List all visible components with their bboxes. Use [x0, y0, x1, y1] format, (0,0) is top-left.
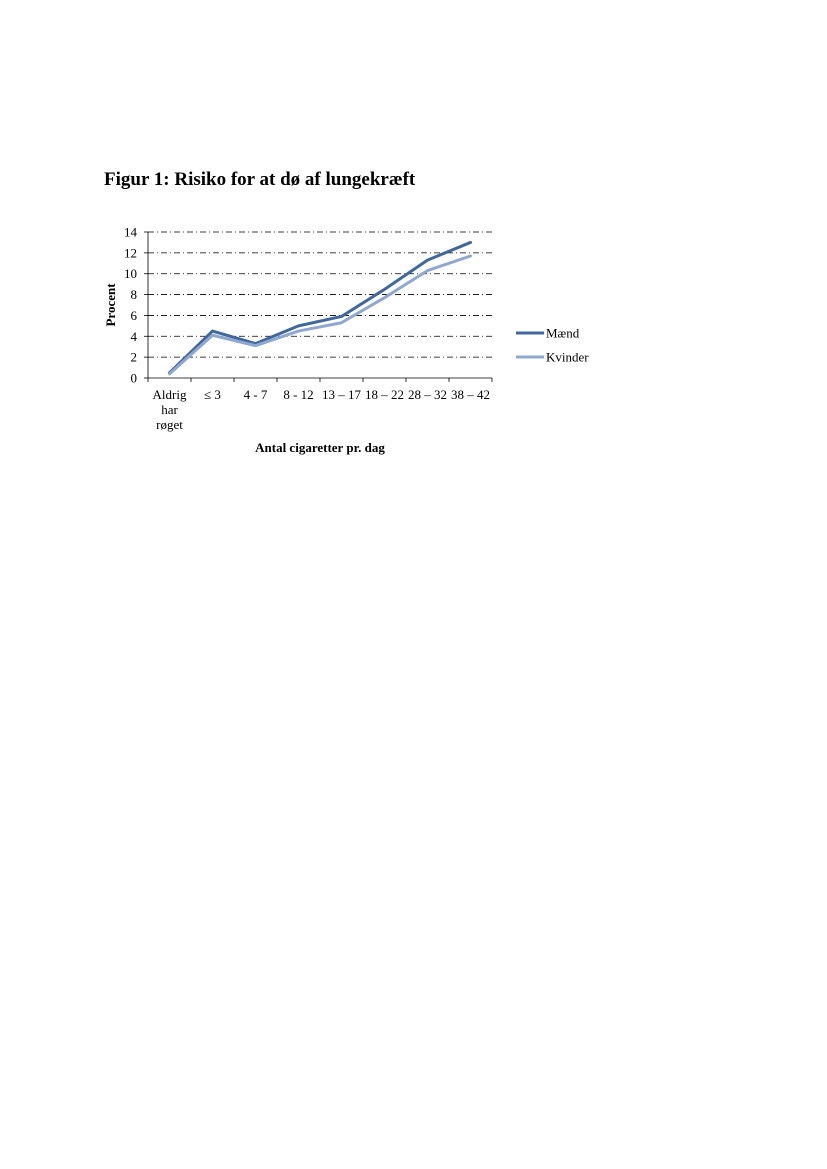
x-category-label: [365, 387, 404, 402]
x-axis-title: Antal cigaretter pr. dag: [255, 440, 385, 455]
x-category-label: [408, 387, 447, 402]
legend-label-1: Kvinder: [546, 349, 589, 365]
y-tick-label: 6: [130, 307, 137, 323]
x-category-label: [204, 387, 221, 402]
y-tick-label: 4: [130, 328, 137, 344]
x-category-label-line: har: [161, 402, 178, 417]
series-line-0: [170, 242, 471, 372]
x-category-label: [322, 387, 362, 402]
y-tick-labels: [124, 225, 138, 386]
x-category-label-line: Aldrig: [152, 387, 187, 402]
figure-title: Figur 1: Risiko for at dø af lungekræft: [104, 169, 416, 190]
series-lines: [170, 242, 471, 373]
x-category-label-line: røget: [156, 417, 183, 432]
legend-label-0: Mænd: [546, 325, 580, 341]
x-category-label-line: 18 – 22: [365, 387, 404, 402]
x-category-label: [244, 387, 268, 402]
x-category-label-line: ≤ 3: [204, 387, 221, 402]
y-tick-label: 0: [130, 370, 137, 386]
x-category-label-line: 13 – 17: [322, 387, 361, 402]
x-category-label: [451, 387, 490, 402]
x-category-label-line: 38 – 42: [451, 387, 490, 402]
y-tick-label: 14: [124, 224, 137, 240]
x-category-label-line: 28 – 32: [408, 387, 447, 402]
x-category-labels: [153, 387, 490, 432]
y-axis-title: Procent: [103, 283, 118, 327]
legend: [516, 326, 589, 365]
x-category-label: [283, 387, 313, 402]
y-tick-label: 12: [124, 245, 137, 261]
x-category-label-line: 4 - 7: [243, 387, 268, 402]
x-category-label: [153, 387, 187, 432]
y-tick-label: 10: [124, 266, 137, 282]
y-tick-label: 2: [130, 349, 137, 365]
x-category-label-line: 8 - 12: [283, 387, 314, 402]
y-tick-label: 8: [130, 287, 137, 303]
